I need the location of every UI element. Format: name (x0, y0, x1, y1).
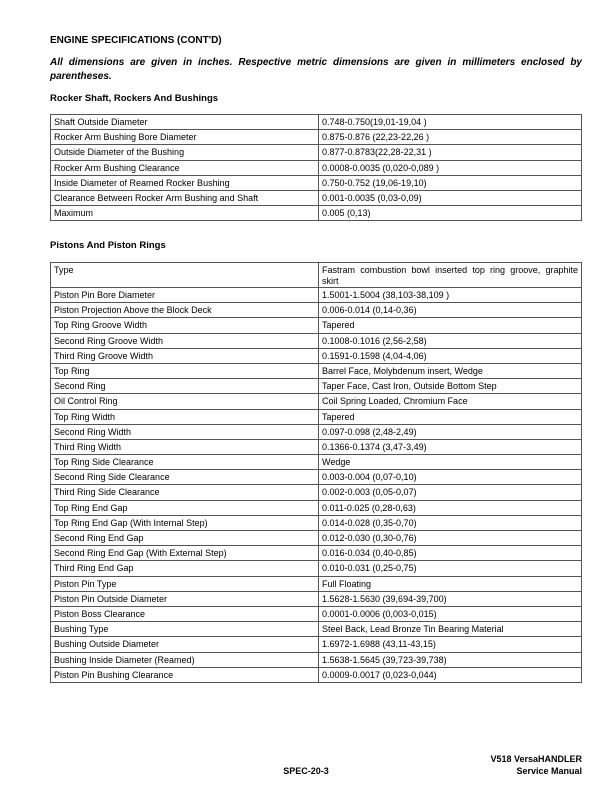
spec-value: 0.016-0.034 (0,40-0,85) (319, 546, 582, 561)
table-row (51, 637, 582, 652)
table-row (51, 485, 582, 500)
footer-manual: Service Manual (516, 766, 582, 776)
spec-name: Piston Pin Outside Diameter (51, 591, 319, 606)
table-row (51, 379, 582, 394)
spec-name: Piston Pin Type (51, 576, 319, 591)
footer-page-number: SPEC-20-3 (283, 766, 329, 776)
table-row (51, 394, 582, 409)
table-row (51, 160, 582, 175)
spec-name: Clearance Between Rocker Arm Bushing and Shaft (51, 190, 319, 205)
table-row (51, 576, 582, 591)
spec-value: 0.875-0.876 (22,23-22,26 ) (319, 130, 582, 145)
table-row (51, 333, 582, 348)
spec-name: Shaft Outside Diameter (51, 115, 319, 130)
spec-value: 0.014-0.028 (0,35-0,70) (319, 515, 582, 530)
spec-value: 0.0009-0.0017 (0,023-0,044) (319, 667, 582, 682)
page-title: ENGINE SPECIFICATIONS (CONT'D) (50, 35, 222, 46)
spec-name: Second Ring Side Clearance (51, 470, 319, 485)
spec-name: Third Ring Width (51, 439, 319, 454)
spec-name: Top Ring Side Clearance (51, 455, 319, 470)
dimensions-note: All dimensions are given in inches. Respective metric dimensions are given in millimeters enclosed by parentheses. (50, 57, 582, 82)
rocker-spec-table (50, 114, 582, 221)
table-row (51, 363, 582, 378)
spec-name: Piston Projection Above the Block Deck (51, 303, 319, 318)
table-row (51, 667, 582, 682)
table-row (51, 175, 582, 190)
spec-value: Tapered (319, 318, 582, 333)
table-row (51, 206, 582, 221)
spec-value: 0.877-0.8783(22,28-22,31 ) (319, 145, 582, 160)
pistons-heading: Pistons And Piston Rings (50, 240, 166, 251)
spec-name: Oil Control Ring (51, 394, 319, 409)
spec-name: Top Ring Groove Width (51, 318, 319, 333)
spec-value: 0.010-0.031 (0,25-0,75) (319, 561, 582, 576)
table-row (51, 115, 582, 130)
spec-value: 1.6972-1.6988 (43,11-43,15) (319, 637, 582, 652)
spec-value: 0.1008-0.1016 (2,56-2,58) (319, 333, 582, 348)
spec-value: 0.1591-0.1598 (4,04-4,06) (319, 348, 582, 363)
spec-name: Second Ring (51, 379, 319, 394)
table-row (51, 470, 582, 485)
spec-value: 0.748-0.750(19,01-19,04 ) (319, 115, 582, 130)
spec-value: 0.006-0.014 (0,14-0,36) (319, 303, 582, 318)
table-row (51, 288, 582, 303)
table-row (51, 263, 582, 288)
spec-value: 1.5638-1.5645 (39,723-39,738) (319, 652, 582, 667)
table-row (51, 652, 582, 667)
spec-name: Outside Diameter of the Bushing (51, 145, 319, 160)
table-row (51, 348, 582, 363)
spec-value: Full Floating (319, 576, 582, 591)
spec-name: Second Ring End Gap (With External Step) (51, 546, 319, 561)
spec-value: Coil Spring Loaded, Chromium Face (319, 394, 582, 409)
spec-name: Rocker Arm Bushing Clearance (51, 160, 319, 175)
spec-name: Third Ring Side Clearance (51, 485, 319, 500)
table-row (51, 303, 582, 318)
spec-value: 0.001-0.0035 (0,03-0,09) (319, 190, 582, 205)
spec-name: Top Ring Width (51, 409, 319, 424)
spec-value: Barrel Face, Molybdenum insert, Wedge (319, 363, 582, 378)
pistons-spec-table (50, 262, 582, 683)
spec-value: 0.005 (0,13) (319, 206, 582, 221)
table-row (51, 145, 582, 160)
spec-name: Bushing Type (51, 622, 319, 637)
spec-name: Second Ring Groove Width (51, 333, 319, 348)
spec-name: Inside Diameter of Reamed Rocker Bushing (51, 175, 319, 190)
spec-value: 0.1366-0.1374 (3,47-3,49) (319, 439, 582, 454)
spec-name: Top Ring (51, 363, 319, 378)
spec-name: Piston Pin Bore Diameter (51, 288, 319, 303)
table-row (51, 190, 582, 205)
table-row (51, 622, 582, 637)
spec-name: Bushing Outside Diameter (51, 637, 319, 652)
spec-value: Tapered (319, 409, 582, 424)
table-row (51, 409, 582, 424)
spec-value: Steel Back, Lead Bronze Tin Bearing Material (319, 622, 582, 637)
spec-value: 0.0008-0.0035 (0,020-0,089 ) (319, 160, 582, 175)
table-row (51, 591, 582, 606)
spec-name: Type (51, 263, 319, 288)
table-row (51, 561, 582, 576)
spec-name: Third Ring End Gap (51, 561, 319, 576)
spec-value: 0.750-0.752 (19,06-19,10) (319, 175, 582, 190)
table-row (51, 515, 582, 530)
spec-value: Fastram combustion bowl inserted top ring groove, graphite skirt (319, 263, 582, 288)
spec-value: 0.003-0.004 (0,07-0,10) (319, 470, 582, 485)
table-row (51, 500, 582, 515)
table-row (51, 318, 582, 333)
spec-value: Wedge (319, 455, 582, 470)
spec-value: 0.0001-0.0006 (0,003-0,015) (319, 606, 582, 621)
rocker-heading: Rocker Shaft, Rockers And Bushings (50, 93, 219, 104)
spec-value: 0.097-0.098 (2,48-2,49) (319, 424, 582, 439)
table-row (51, 455, 582, 470)
table-row (51, 130, 582, 145)
spec-value: 1.5628-1.5630 (39,694-39,700) (319, 591, 582, 606)
spec-value: 1.5001-1.5004 (38,103-38,109 ) (319, 288, 582, 303)
spec-name: Third Ring Groove Width (51, 348, 319, 363)
spec-name: Rocker Arm Bushing Bore Diameter (51, 130, 319, 145)
spec-name: Second Ring Width (51, 424, 319, 439)
spec-name: Piston Pin Bushing Clearance (51, 667, 319, 682)
table-row (51, 606, 582, 621)
spec-name: Second Ring End Gap (51, 531, 319, 546)
spec-name: Maximum (51, 206, 319, 221)
spec-value: 0.002-0.003 (0,05-0,07) (319, 485, 582, 500)
spec-value: 0.011-0.025 (0,28-0,63) (319, 500, 582, 515)
spec-name: Top Ring End Gap (51, 500, 319, 515)
footer-model: V518 VersaHANDLER (490, 754, 582, 764)
table-row (51, 424, 582, 439)
table-row (51, 439, 582, 454)
table-row (51, 531, 582, 546)
spec-name: Piston Boss Clearance (51, 606, 319, 621)
spec-name: Bushing Inside Diameter (Reamed) (51, 652, 319, 667)
spec-value: Taper Face, Cast Iron, Outside Bottom Step (319, 379, 582, 394)
table-row (51, 546, 582, 561)
spec-name: Top Ring End Gap (With Internal Step) (51, 515, 319, 530)
spec-value: 0.012-0.030 (0,30-0,76) (319, 531, 582, 546)
